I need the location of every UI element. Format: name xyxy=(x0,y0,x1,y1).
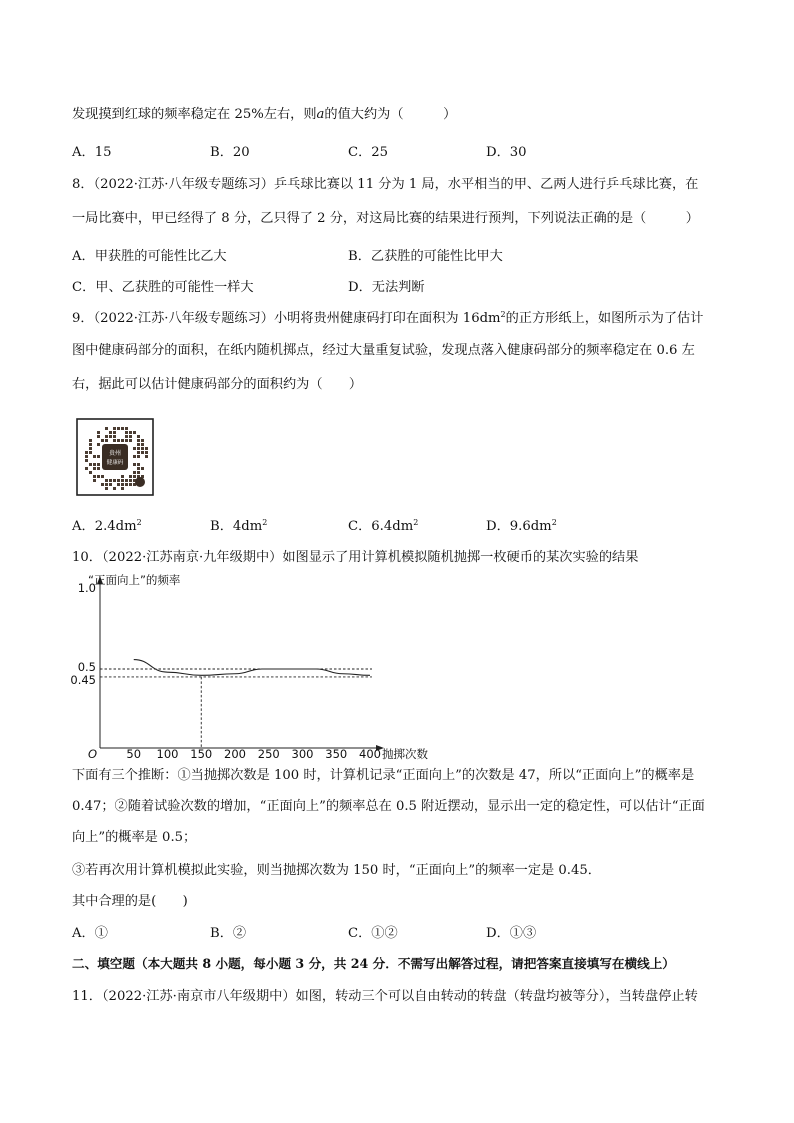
qr-module xyxy=(145,451,148,454)
qr-module xyxy=(137,463,140,466)
qr-center-logo xyxy=(102,444,128,470)
qr-corner-badge xyxy=(135,477,145,487)
qr-module xyxy=(141,443,144,446)
q9-option-a[interactable] xyxy=(72,518,142,536)
qr-module xyxy=(121,483,124,486)
qr-module xyxy=(137,443,140,446)
qr-module xyxy=(137,447,140,450)
q8-option-a[interactable]: A．甲获胜的可能性比乙大 xyxy=(72,249,227,264)
qr-module xyxy=(97,431,100,434)
q10-para4: ③若再次用计算机模拟此实验，则当抛掷次数为 150 时，“正面向上”的频率一定是 0.45． xyxy=(72,863,601,878)
q8-option-d[interactable]: D．无法判断 xyxy=(348,280,425,295)
q9-stem-sup: 2 xyxy=(500,310,506,319)
health-code-figure xyxy=(76,418,154,496)
q8-option-c[interactable]: C．甲、乙获胜的可能性一样大 xyxy=(72,280,254,295)
chart-series xyxy=(134,660,370,676)
qr-module xyxy=(129,435,132,438)
qr-module xyxy=(137,435,140,438)
qr-module xyxy=(121,479,124,482)
q9-option-c-sup: 2 xyxy=(413,518,419,527)
qr-module xyxy=(129,431,132,434)
qr-module xyxy=(129,479,132,482)
frequency-chart xyxy=(70,570,428,761)
qr-module xyxy=(133,475,136,478)
qr-module xyxy=(93,467,96,470)
qr-module xyxy=(113,479,116,482)
q7-stem-text: 发现摸到红球的频率稳定在 25%左右，则 xyxy=(72,107,317,122)
qr-module xyxy=(125,435,128,438)
qr-module xyxy=(105,439,108,442)
qr-module xyxy=(85,451,88,454)
qr-module xyxy=(97,443,100,446)
q9-stem-line3: 右，据此可以估计健康码部分的面积约为（ ） xyxy=(72,377,363,392)
qr-module xyxy=(97,475,100,478)
qr-module xyxy=(117,479,120,482)
series-line-0 xyxy=(134,660,370,676)
qr-module xyxy=(93,463,96,466)
qr-module xyxy=(105,435,108,438)
qr-module xyxy=(133,455,136,458)
qr-module xyxy=(137,471,140,474)
x-tick-label-300: 300 xyxy=(291,747,314,761)
q8-stem-line2: 一局比赛中，甲已经得了 8 分，乙只得了 2 分，对这局比赛的结果进行预判，下列说法正确的是（ ） xyxy=(72,211,699,226)
qr-module xyxy=(145,455,148,458)
qr-module xyxy=(89,463,92,466)
y-tick-label-0: 1.0 xyxy=(77,581,96,595)
qr-module xyxy=(125,479,128,482)
qr-module xyxy=(97,463,100,466)
x-tick-label-250: 250 xyxy=(257,747,280,761)
x-tick-label-50: 50 xyxy=(126,747,142,761)
q7-option-d[interactable]: D．30 xyxy=(486,145,527,160)
chart-labels xyxy=(70,573,428,761)
q8-stem-line1: 8．（2022·江苏·八年级专题练习）乒乓球比赛以 11 分为 1 局，水平相当的甲、乙两人进行乒乓球比赛，在 xyxy=(72,177,699,192)
qr-module xyxy=(125,483,128,486)
qr-module xyxy=(141,451,144,454)
qr-module xyxy=(133,447,136,450)
qr-module xyxy=(101,439,104,442)
qr-module xyxy=(89,439,92,442)
q10-para1: 下面有三个推断：①当抛掷次数是 100 时，计算机记录“正面向上”的次数是 47，所以“正面向上”的概率是 xyxy=(72,768,695,783)
q9-option-b-sup: 2 xyxy=(262,518,268,527)
q10-stem-line1: 10．（2022·江苏南京·九年级期中）如图显示了用计算机模拟随机抛掷一枚硬币的某次实验的结果 xyxy=(72,550,639,565)
q7-variable: a xyxy=(316,107,325,122)
qr-module xyxy=(109,435,112,438)
qr-module xyxy=(113,431,116,434)
q10-para2: 0.47；②随着试验次数的增加，“正面向上”的频率总在 0.5 附近摆动，显示出一定的稳定性，可以估计“正面 xyxy=(72,799,705,814)
q9-option-c[interactable] xyxy=(348,518,418,536)
q9-stem-line2: 图中健康码部分的面积，在纸内随机掷点，经过大量重复试验，发现点落入健康码部分的频率稳定在 0.6 左 xyxy=(72,343,695,358)
q11-stem-line1: 11．（2022·江苏·南京市八年级期中）如图，转动三个可以自由转动的转盘（转盘均被等分），当转盘停止转 xyxy=(72,989,698,1004)
qr-module xyxy=(121,475,124,478)
q9-option-d-sup: 2 xyxy=(551,518,557,527)
qr-module xyxy=(101,483,104,486)
q7-stem-text-2: 的值大约为（ ） xyxy=(324,107,457,122)
q9-option-a-text: A．2.4dm xyxy=(72,519,137,534)
qr-module xyxy=(129,439,132,442)
qr-module xyxy=(129,483,132,486)
qr-module xyxy=(89,443,92,446)
y-tick-label-2: 0.45 xyxy=(70,672,96,687)
qr-logo-text-2: 健康码 xyxy=(106,460,124,466)
qr-module xyxy=(93,455,96,458)
qr-module xyxy=(137,455,140,458)
q9-option-c-text: C．6.4dm xyxy=(348,519,414,534)
qr-module xyxy=(105,483,108,486)
qr-module xyxy=(117,427,120,430)
qr-module xyxy=(93,479,96,482)
x-tick-label-200: 200 xyxy=(224,747,246,761)
q9-option-d[interactable] xyxy=(486,518,557,536)
qr-module xyxy=(145,447,148,450)
qr-module xyxy=(129,475,132,478)
chart-axes xyxy=(97,576,384,751)
qr-module xyxy=(137,439,140,442)
qr-module xyxy=(105,427,108,430)
qr-module xyxy=(137,451,140,454)
qr-module xyxy=(113,439,116,442)
qr-module xyxy=(141,439,144,442)
origin-label: O xyxy=(88,747,98,761)
y-axis-title: “正面向上”的频率 xyxy=(88,573,181,587)
q10-option-b[interactable]: B．② xyxy=(210,926,247,941)
qr-module xyxy=(85,455,88,458)
q10-question: 其中合理的是( ) xyxy=(72,894,188,909)
q7-option-b[interactable]: B．20 xyxy=(210,145,250,160)
qr-module xyxy=(85,459,88,462)
q9-stem-line1 xyxy=(72,310,703,328)
q10-para3: 向上”的概率是 0.5； xyxy=(72,830,197,845)
qr-module xyxy=(121,427,124,430)
q8-option-b[interactable]: B．乙获胜的可能性比甲大 xyxy=(348,249,503,264)
qr-module xyxy=(93,475,96,478)
qr-module xyxy=(137,467,140,470)
q7-option-c[interactable]: C．25 xyxy=(348,145,389,160)
qr-module xyxy=(97,435,100,438)
qr-module xyxy=(89,451,92,454)
qr-module xyxy=(125,431,128,434)
qr-logo-text-1: 贵州 xyxy=(108,450,122,457)
qr-module xyxy=(89,447,92,450)
q9-stem-line1-a: 9．（2022·江苏·八年级专题练习）小明将贵州健康码打印在面积为 16dm xyxy=(72,311,501,326)
qr-module xyxy=(121,487,124,490)
qr-module xyxy=(109,479,112,482)
qr-module xyxy=(113,487,116,490)
chart-reference-lines xyxy=(100,669,372,748)
qr-module xyxy=(133,463,136,466)
qr-module xyxy=(97,455,100,458)
q10-option-d[interactable]: D．①③ xyxy=(486,926,537,941)
qr-module xyxy=(113,427,116,430)
section-2-heading: 二、填空题（本大题共 8 小题，每小题 3 分，共 24 分．不需写出解答过程，请把答案直接填写在横线上） xyxy=(72,956,675,971)
qr-module xyxy=(109,483,112,486)
qr-module xyxy=(125,427,128,430)
q9-stem-line1-b: 的正方形纸上，如图所示为了估计 xyxy=(505,311,704,326)
qr-module xyxy=(141,467,144,470)
qr-module xyxy=(105,479,108,482)
y-tick-label-1: 0.5 xyxy=(77,660,96,674)
qr-module xyxy=(141,447,144,450)
qr-module xyxy=(113,435,116,438)
qr-module xyxy=(89,471,92,474)
x-tick-label-400: 400 xyxy=(359,747,381,761)
qr-module xyxy=(133,431,136,434)
q9-option-b-text: B．4dm xyxy=(210,519,263,534)
q9-option-d-text: D．9.6dm xyxy=(486,519,552,534)
q9-option-b[interactable] xyxy=(210,518,267,536)
q9-option-a-sup: 2 xyxy=(136,518,142,527)
qr-module xyxy=(105,487,108,490)
qr-module xyxy=(133,471,136,474)
qr-module xyxy=(101,475,104,478)
x-axis-title: 抛掷次数 xyxy=(382,747,428,761)
x-tick-label-150: 150 xyxy=(190,747,213,761)
qr-module xyxy=(117,439,120,442)
qr-module xyxy=(109,431,112,434)
x-tick-label-100: 100 xyxy=(156,747,179,761)
q10-option-a[interactable]: A．① xyxy=(72,926,108,941)
qr-module xyxy=(117,483,120,486)
q7-option-a[interactable]: A．15 xyxy=(72,145,112,160)
qr-module xyxy=(85,467,88,470)
q10-option-c[interactable]: C．①② xyxy=(348,926,398,941)
q7-stem xyxy=(72,106,456,124)
qr-module xyxy=(125,439,128,442)
qr-module xyxy=(97,467,100,470)
x-tick-label-350: 350 xyxy=(325,747,348,761)
qr-module xyxy=(121,439,124,442)
